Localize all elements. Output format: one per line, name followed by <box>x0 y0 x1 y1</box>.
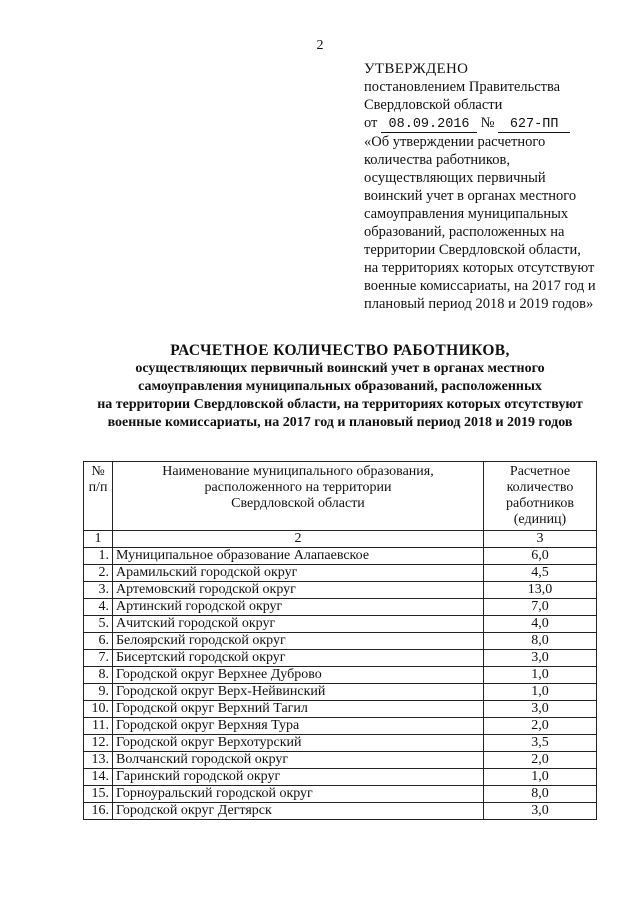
column-index-row <box>84 531 597 548</box>
table-row <box>84 565 597 582</box>
header-name <box>113 462 484 531</box>
resolution-line: осуществляющих первичный <box>364 170 546 186</box>
worker-count: 8,0 <box>484 786 597 803</box>
document-title <box>60 342 620 432</box>
approval-line-2: Свердловской области <box>364 97 503 113</box>
municipality-name: Артемовский городской округ <box>113 582 484 599</box>
worker-count: 4,5 <box>484 565 597 582</box>
worker-count: 3,0 <box>484 701 597 718</box>
municipality-name: Городской округ Верхний Тагил <box>113 701 484 718</box>
row-number: 9. <box>84 684 113 701</box>
municipality-name: Белоярский городской округ <box>113 633 484 650</box>
municipality-name: Гаринский городской округ <box>113 769 484 786</box>
row-number: 15. <box>84 786 113 803</box>
header-number-line: п/п <box>88 480 108 495</box>
approval-heading: УТВЕРЖДЕНО <box>364 61 469 77</box>
approval-date-line <box>364 114 626 133</box>
header-name-line: Свердловской области <box>231 496 365 511</box>
column-index: 3 <box>484 531 597 548</box>
municipality-name: Городской округ Верхотурский <box>113 735 484 752</box>
title-main: РАСЧЕТНОЕ КОЛИЧЕСТВО РАБОТНИКОВ, <box>170 342 510 359</box>
table-row <box>84 701 597 718</box>
row-number: 10. <box>84 701 113 718</box>
worker-count: 13,0 <box>484 582 597 599</box>
worker-count: 4,0 <box>484 616 597 633</box>
header-count-line: количество <box>506 480 574 495</box>
municipality-name: Городской округ Верх-Нейвинский <box>113 684 484 701</box>
table-row <box>84 718 597 735</box>
row-number: 16. <box>84 803 113 820</box>
resolution-line: образований, расположенных на <box>364 224 565 240</box>
resolution-line: количества работников, <box>364 152 510 168</box>
table-body <box>84 548 597 820</box>
resolution-line: воинский учет в органах местного <box>364 188 577 204</box>
approval-number: 627-ПП <box>498 117 570 133</box>
page-number: 2 <box>316 38 324 53</box>
municipality-name: Бисертский городской округ <box>113 650 484 667</box>
row-number: 5. <box>84 616 113 633</box>
municipality-name: Арамильский городской округ <box>113 565 484 582</box>
header-number <box>84 462 113 531</box>
row-number: 3. <box>84 582 113 599</box>
worker-count: 1,0 <box>484 769 597 786</box>
header-count-line: Расчетное <box>509 464 571 479</box>
row-number: 12. <box>84 735 113 752</box>
row-number: 8. <box>84 667 113 684</box>
table-row <box>84 667 597 684</box>
worker-count: 2,0 <box>484 718 597 735</box>
municipality-name: Муниципальное образование Алапаевское <box>113 548 484 565</box>
table-row <box>84 599 597 616</box>
municipality-name: Городской округ Верхнее Дуброво <box>113 667 484 684</box>
row-number: 4. <box>84 599 113 616</box>
column-index: 2 <box>113 531 484 548</box>
table-row <box>84 752 597 769</box>
row-number: 2. <box>84 565 113 582</box>
header-number-line: № <box>91 464 105 479</box>
table-row <box>84 616 597 633</box>
title-line: военные комиссариаты, на 2017 год и плановый период 2018 и 2019 годов <box>107 415 573 430</box>
header-name-line: Наименование муниципального образования, <box>162 464 434 479</box>
table-header-row <box>84 462 597 531</box>
municipality-name: Волчанский городской округ <box>113 752 484 769</box>
worker-count: 8,0 <box>484 633 597 650</box>
date-prefix: от <box>364 115 378 131</box>
resolution-title <box>364 133 626 313</box>
header-name-line: расположенного на территории <box>204 480 392 495</box>
resolution-line: территории Свердловской области, <box>364 242 581 258</box>
row-number: 7. <box>84 650 113 667</box>
title-line: на территории Свердловской области, на территориях которых отсутствуют <box>97 397 583 412</box>
table-row <box>84 548 597 565</box>
title-line: осуществляющих первичный воинский учет в органах местного <box>135 361 545 376</box>
worker-count: 3,0 <box>484 650 597 667</box>
approval-line-1: постановлением Правительства <box>364 79 561 95</box>
row-number: 11. <box>84 718 113 735</box>
resolution-line: плановый период 2018 и 2019 годов» <box>364 296 594 312</box>
workers-table <box>83 461 597 820</box>
table-row <box>84 769 597 786</box>
resolution-line: «Об утверждении расчетного <box>364 134 546 150</box>
row-number: 14. <box>84 769 113 786</box>
row-number: 13. <box>84 752 113 769</box>
header-count-line: работников <box>506 496 574 511</box>
approval-block <box>364 60 626 313</box>
worker-count: 7,0 <box>484 599 597 616</box>
row-number: 6. <box>84 633 113 650</box>
municipality-name: Горноуральский городской округ <box>113 786 484 803</box>
table-row <box>84 735 597 752</box>
municipality-name: Ачитский городской округ <box>113 616 484 633</box>
header-count-line: (единиц) <box>513 512 567 527</box>
column-index: 1 <box>84 531 113 548</box>
resolution-line: военные комиссариаты, на 2017 год и <box>364 278 596 294</box>
municipality-name: Городской округ Верхняя Тура <box>113 718 484 735</box>
municipality-name: Артинский городской округ <box>113 599 484 616</box>
municipality-name: Городской округ Дегтярск <box>113 803 484 820</box>
worker-count: 3,0 <box>484 803 597 820</box>
worker-count: 6,0 <box>484 548 597 565</box>
worker-count: 2,0 <box>484 752 597 769</box>
table-row <box>84 684 597 701</box>
table-row <box>84 582 597 599</box>
row-number: 1. <box>84 548 113 565</box>
worker-count: 3,5 <box>484 735 597 752</box>
worker-count: 1,0 <box>484 684 597 701</box>
table-row <box>84 650 597 667</box>
table-row <box>84 803 597 820</box>
table-row <box>84 633 597 650</box>
approval-date: 08.09.2016 <box>381 117 477 133</box>
worker-count: 1,0 <box>484 667 597 684</box>
table-row <box>84 786 597 803</box>
header-count <box>484 462 597 531</box>
resolution-line: самоуправления муниципальных <box>364 206 569 222</box>
resolution-line: на территориях которых отсутствуют <box>364 260 595 276</box>
number-sign: № <box>480 115 495 131</box>
title-line: самоуправления муниципальных образований, расположенных <box>138 379 542 394</box>
